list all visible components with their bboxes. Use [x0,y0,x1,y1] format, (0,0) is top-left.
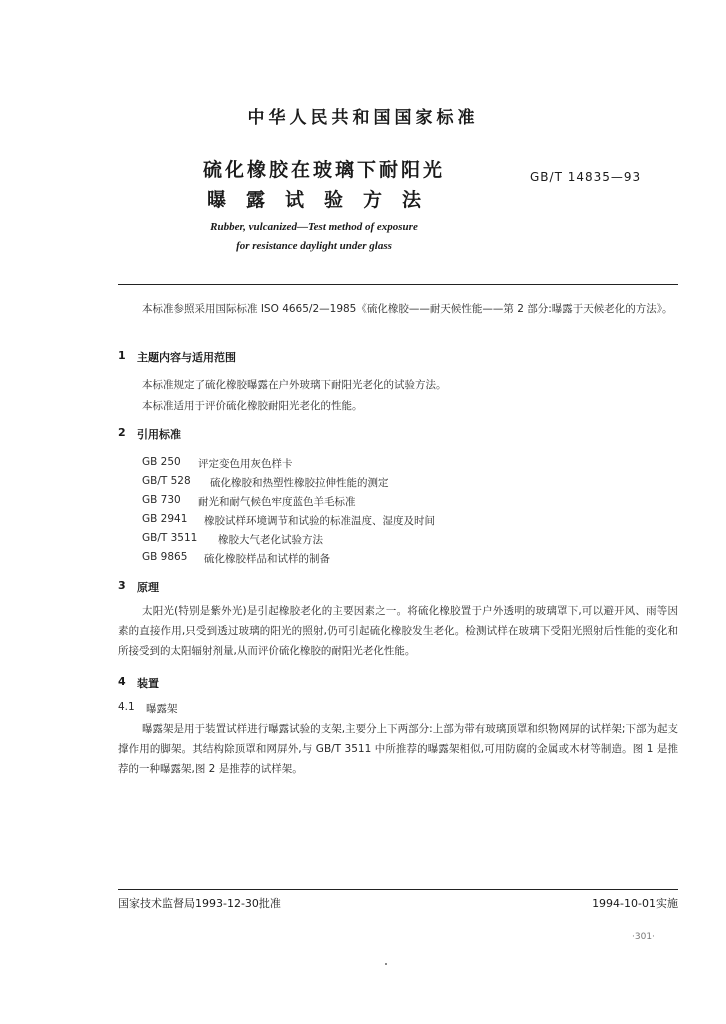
section-1-line-1: 本标准规定了硫化橡胶曝露在户外玻璃下耐阳光老化的试验方法。 [142,379,447,391]
reference-name: 评定变色用灰色样卡 [198,458,293,470]
reference-name: 橡胶大气老化试验方法 [218,534,323,546]
reference-code: GB 9865 [142,551,188,563]
section-3-title: 原理 [137,581,159,594]
section-3-number: 3 [118,579,126,592]
standard-title-line-2: 曝露试验方法 [206,189,441,211]
standard-code: GB/T 14835—93 [530,170,642,184]
section-3-paragraph: 太阳光(特别是紫外光)是引起橡胶老化的主要因素之一。将硫化橡胶置于户外透明的玻璃罩下,可以避开风、雨等因素的直接作用,只受到透过玻璃的阳光的照射,仍可引起硫化橡胶发生老化。检测试样在玻璃下受阳光照射后性能的变化和所接受到的太阳辐射剂量,从而评价硫化橡胶的耐阳光老化性能。 [118,605,678,657]
reference-code: GB/T 528 [142,475,191,487]
reference-name: 硫化橡胶和热塑性橡胶拉伸性能的测定 [210,477,389,489]
standard-title-line-1: 硫化橡胶在玻璃下耐阳光 [202,159,445,181]
section-1-title: 主题内容与适用范围 [137,351,236,364]
section-2-title: 引用标准 [137,428,181,441]
english-title-line-2: for resistance daylight under glass [236,240,392,252]
subsection-4-1-title: 曝露架 [146,703,178,715]
reference-name: 硫化橡胶样品和试样的制备 [204,553,330,565]
reference-code: GB 250 [142,456,181,468]
issuing-authority-title: 中华人民共和国国家标准 [247,108,479,128]
section-4-title: 装置 [137,677,159,690]
reference-code: GB 2941 [142,513,188,525]
footer-divider [118,889,678,890]
scan-speck [385,963,387,965]
intro-paragraph: 本标准参照采用国际标准 ISO 4665/2—1985《硫化橡胶——耐天候性能——第 2 部分:曝露于天候老化的方法》。 [142,303,673,315]
section-1-number: 1 [118,349,126,362]
page-number: ·301· [632,932,655,942]
section-2-number: 2 [118,426,126,439]
reference-name: 耐光和耐气候色牢度蓝色羊毛标准 [198,496,356,508]
subsection-4-1-paragraph: 曝露架是用于装置试样进行曝露试验的支架,主要分上下两部分:上部为带有玻璃顶罩和织物网屏的试样架;下部为起支撑作用的脚架。其结构除顶罩和网屏外,与 GB/T 3511 中所推荐的曝露架相似,可用防腐的金属或木材等制造。图 1 是推荐的一种曝露架,图 2 是推荐的试样架。 [118,723,678,775]
effective-date: 1994-10-01实施 [592,897,678,910]
section-1-line-2: 本标准适用于评价硫化橡胶耐阳光老化的性能。 [142,400,363,412]
header-divider [118,284,678,285]
reference-code: GB 730 [142,494,181,506]
approval-date: 国家技术监督局1993-12-30批准 [118,897,281,910]
reference-name: 橡胶试样环境调节和试验的标准温度、湿度及时间 [204,515,435,527]
english-title-line-1: Rubber, vulcanized—Test method of exposure [210,221,418,233]
subsection-4-1-number: 4.1 [118,701,135,713]
section-4-number: 4 [118,675,126,688]
reference-code: GB/T 3511 [142,532,198,544]
